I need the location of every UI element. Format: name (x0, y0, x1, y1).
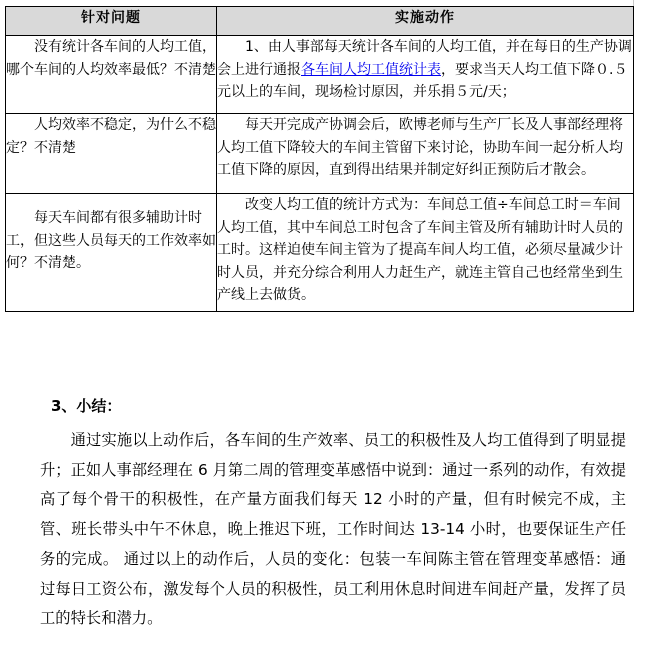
table-header-row (6, 7, 634, 36)
summary-heading: 3、小结： (51, 397, 122, 415)
action-cell: 改变人均工值的统计方式为：车间总工值÷车间总工时＝车间人均工值，其中车间总工时包含了车间主管及所有辅助计时人员的工时。这样迫使车间主管为了提高车间人均工值，必须尽量减少计时人员，并充分综合利用人力赶生产，就连主管自己也经常坐到生产线上去做货。 (217, 194, 634, 312)
action-cell: 每天开完成产协调会后，欧博老师与生产厂长及人事部经理将人均工值下降较大的车间主管留下来讨论，协助车间一起分析人均工值下降的原因，直到得出结果并制定好纠正预防后才散会。 (217, 114, 634, 194)
table-row (6, 114, 634, 194)
measures-table (5, 6, 634, 312)
action-text: ，要求当天人均工值下降０.５元以上的车间，现场检讨原因，并乐捐５元/天； (217, 61, 628, 100)
table-row (6, 194, 634, 312)
summary-paragraph: 通过实施以上动作后，各车间的生产效率、员工的积极性及人均工值得到了明显提升；正如人事部经理在 6 月第二周的管理变革感悟中说到：通过一系列的动作，有效提高了每个骨干的积极性，在产量方面我们每天 12 小时的产量，但有时候完不成，主管、班长带头中午不休息，晚上推迟下班，工作时间达 13-14 小时，也要保证生产任务的完成。 通过以上的动作后，人员的变化：包装一车间陈主管在管理变革感悟：通过每日工资公布，激发每个人员的积极性，员工利用休息时间进车间赶产量，发挥了员工的特长和潜力。 (40, 431, 626, 628)
question-cell: 每天车间都有很多辅助计时工，但这些人员每天的工作效率如何？不清楚。 (6, 194, 217, 312)
header-action: 实施动作 (217, 7, 634, 36)
header-question: 针对问题 (6, 7, 217, 36)
question-cell: 没有统计各车间的人均工值，哪个车间的人均效率最低？不清楚 (6, 36, 217, 114)
stats-table-link[interactable]: 各车间人均工值统计表 (301, 61, 441, 78)
question-cell: 人均效率不稳定，为什么不稳定？不清楚 (6, 114, 217, 194)
table-row (6, 36, 634, 114)
action-cell (217, 36, 634, 114)
action-text: 1、由人事部每天统计各车间的人均工值，并在每日的生产协调会上进行通报 (217, 39, 632, 78)
